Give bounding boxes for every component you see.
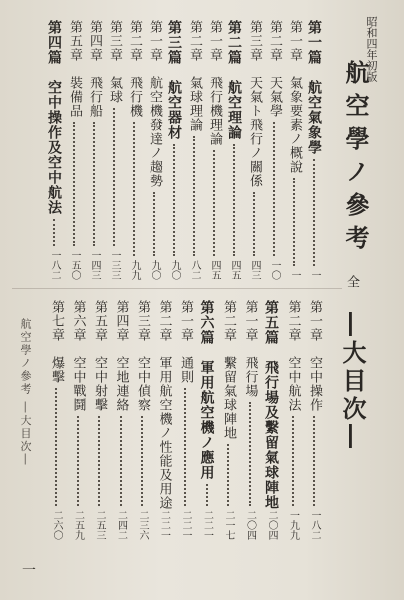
entry-title: 第二章 繫留氣球陣地 bbox=[221, 300, 236, 440]
page-number: 九〇 bbox=[149, 260, 160, 280]
toc-part-entry bbox=[226, 20, 242, 280]
toc-chapter-entry bbox=[266, 20, 282, 280]
toc-chapter-entry bbox=[106, 20, 122, 280]
page-number: 二六〇 bbox=[51, 510, 62, 540]
toc-chapter-entry bbox=[285, 300, 301, 540]
page-number: 四五 bbox=[229, 260, 240, 280]
toc-chapter-entry bbox=[186, 20, 202, 280]
page-number: 九九 bbox=[129, 260, 140, 280]
toc-chapter-entry bbox=[86, 20, 102, 280]
page-number: 一〇 bbox=[269, 260, 280, 280]
toc-chapter-entry bbox=[134, 300, 150, 540]
toc-chapter-entry bbox=[306, 300, 322, 540]
entry-title: 第四篇 空中操作及空中航法 bbox=[46, 20, 62, 215]
page-number: 二二一 bbox=[180, 510, 191, 540]
toc-part-entry bbox=[166, 20, 182, 280]
page-number: 二二一 bbox=[158, 510, 170, 540]
entry-title: 第五篇 飛行場及繫留氣球陣地 bbox=[263, 300, 279, 510]
toc-chapter-entry bbox=[126, 20, 142, 280]
entry-title: 第二章 天氣學 bbox=[267, 20, 282, 118]
page-folio: 一 bbox=[22, 563, 36, 579]
page-number: 一四三 bbox=[89, 250, 100, 280]
entry-title: 第三篇 航空器材 bbox=[166, 20, 182, 140]
entry-title: 第二章 飛行機 bbox=[127, 20, 142, 118]
entry-title: 第一章 通則 bbox=[178, 300, 193, 384]
toc-heading: ―大目次― bbox=[338, 312, 367, 452]
section-divider bbox=[12, 288, 342, 289]
dot-leader bbox=[184, 388, 186, 506]
dot-leader bbox=[193, 136, 195, 256]
toc-chapter-entry bbox=[113, 300, 129, 540]
dot-leader bbox=[253, 192, 255, 256]
page-number: 二四二 bbox=[115, 510, 127, 540]
dot-leader bbox=[153, 192, 155, 256]
entry-title: 第一章 氣象要素ノ概說 bbox=[287, 20, 302, 174]
dot-leader bbox=[292, 416, 294, 506]
toc-chapter-entry bbox=[70, 300, 86, 540]
dot-leader bbox=[273, 122, 275, 256]
dot-leader bbox=[249, 402, 251, 506]
title-suffix: 全 bbox=[344, 275, 359, 288]
toc-part-entry bbox=[306, 20, 322, 280]
entry-title: 第一章 飛行場 bbox=[242, 300, 258, 398]
entry-title: 第六篇 軍用航空機ノ應用 bbox=[198, 300, 215, 480]
entry-title: 第二章 空中航法 bbox=[285, 300, 301, 412]
page-number: 一 bbox=[309, 270, 320, 280]
page-number: 四五 bbox=[209, 260, 220, 280]
dot-leader bbox=[141, 416, 143, 506]
page-number: 一五〇 bbox=[69, 250, 80, 280]
book-title: 航空學ノ參考 bbox=[341, 60, 370, 258]
toc-chapter-entry bbox=[206, 20, 222, 280]
toc-part-entry bbox=[46, 20, 62, 280]
page-number: 一三三 bbox=[109, 250, 120, 280]
toc-chapter-entry bbox=[242, 300, 258, 540]
toc-chapter-entry bbox=[246, 20, 262, 280]
toc-part-entry bbox=[199, 300, 215, 540]
dot-leader bbox=[293, 178, 295, 266]
entry-title: 第四章 飛行船 bbox=[87, 20, 102, 118]
dot-leader bbox=[98, 416, 100, 506]
page-number: 九〇 bbox=[169, 260, 180, 280]
toc-part-entry bbox=[263, 300, 279, 540]
dot-leader bbox=[313, 416, 315, 506]
toc-chapter-entry bbox=[177, 300, 193, 540]
page-number: 一八二 bbox=[309, 510, 320, 540]
page-number: 一八二 bbox=[49, 250, 60, 280]
entry-title: 第五章 裝備品 bbox=[67, 20, 82, 118]
edition-label: 昭和四年初版 bbox=[365, 16, 378, 82]
entry-title: 第三章 天氣ト飛行ノ關係 bbox=[247, 20, 262, 188]
page-number: 一 bbox=[289, 270, 300, 280]
page-number: 二三六 bbox=[137, 510, 148, 540]
toc-chapter-entry bbox=[48, 300, 64, 540]
entry-title: 第二篇 航空理論 bbox=[226, 20, 242, 140]
dot-leader bbox=[73, 122, 75, 246]
dot-leader bbox=[313, 159, 315, 266]
page-number: 二五九 bbox=[72, 510, 84, 540]
running-head: 航空學ノ參考 ―大目次― bbox=[19, 318, 32, 467]
page-number: 二二一 bbox=[201, 510, 213, 540]
entry-title: 第二章 氣球理論 bbox=[187, 20, 202, 132]
dot-leader bbox=[206, 484, 208, 506]
dot-leader bbox=[113, 108, 115, 246]
entry-title: 第一章 飛行機理論 bbox=[207, 20, 222, 146]
dot-leader bbox=[133, 122, 135, 256]
dot-leader bbox=[213, 150, 215, 256]
toc-chapter-entry bbox=[220, 300, 236, 540]
page-number: 二五三 bbox=[94, 510, 105, 540]
entry-title: 第六章 空中戰鬪 bbox=[70, 300, 86, 412]
dot-leader bbox=[93, 122, 95, 246]
entry-title: 第三章 空中偵察 bbox=[135, 300, 150, 412]
entry-title: 第三章 氣球 bbox=[107, 20, 122, 104]
page-number: 四三 bbox=[249, 260, 260, 280]
entry-title: 第一篇 航空氣象學 bbox=[306, 20, 322, 155]
dot-leader bbox=[53, 219, 55, 246]
toc-chapter-entry bbox=[66, 20, 82, 280]
page-number: 二一七 bbox=[223, 510, 234, 540]
entry-title: 第七章 爆擊 bbox=[49, 300, 64, 384]
dot-leader bbox=[227, 444, 229, 506]
entry-title: 第一章 航空機發達ノ趨勢 bbox=[147, 20, 162, 188]
entry-title: 第四章 空地連絡 bbox=[113, 300, 129, 412]
page-number: 八二 bbox=[189, 260, 200, 280]
toc-chapter-entry bbox=[91, 300, 107, 540]
dot-leader bbox=[77, 416, 79, 506]
dot-leader bbox=[173, 144, 175, 256]
toc-chapter-entry bbox=[146, 20, 162, 280]
page-number: 二〇四 bbox=[266, 510, 277, 540]
dot-leader bbox=[55, 388, 57, 506]
page-number: 一九九 bbox=[287, 510, 299, 540]
toc-chapter-entry bbox=[156, 300, 172, 540]
toc-chapter-entry bbox=[286, 20, 302, 280]
entry-title: 第一章 空中操作 bbox=[307, 300, 322, 412]
dot-leader bbox=[120, 416, 122, 506]
dot-leader bbox=[233, 144, 235, 256]
entry-title: 第二章 軍用航空機ノ性能及用途 bbox=[156, 300, 172, 510]
entry-title: 第五章 空中射擊 bbox=[92, 300, 107, 412]
page-number: 二〇四 bbox=[244, 510, 256, 540]
